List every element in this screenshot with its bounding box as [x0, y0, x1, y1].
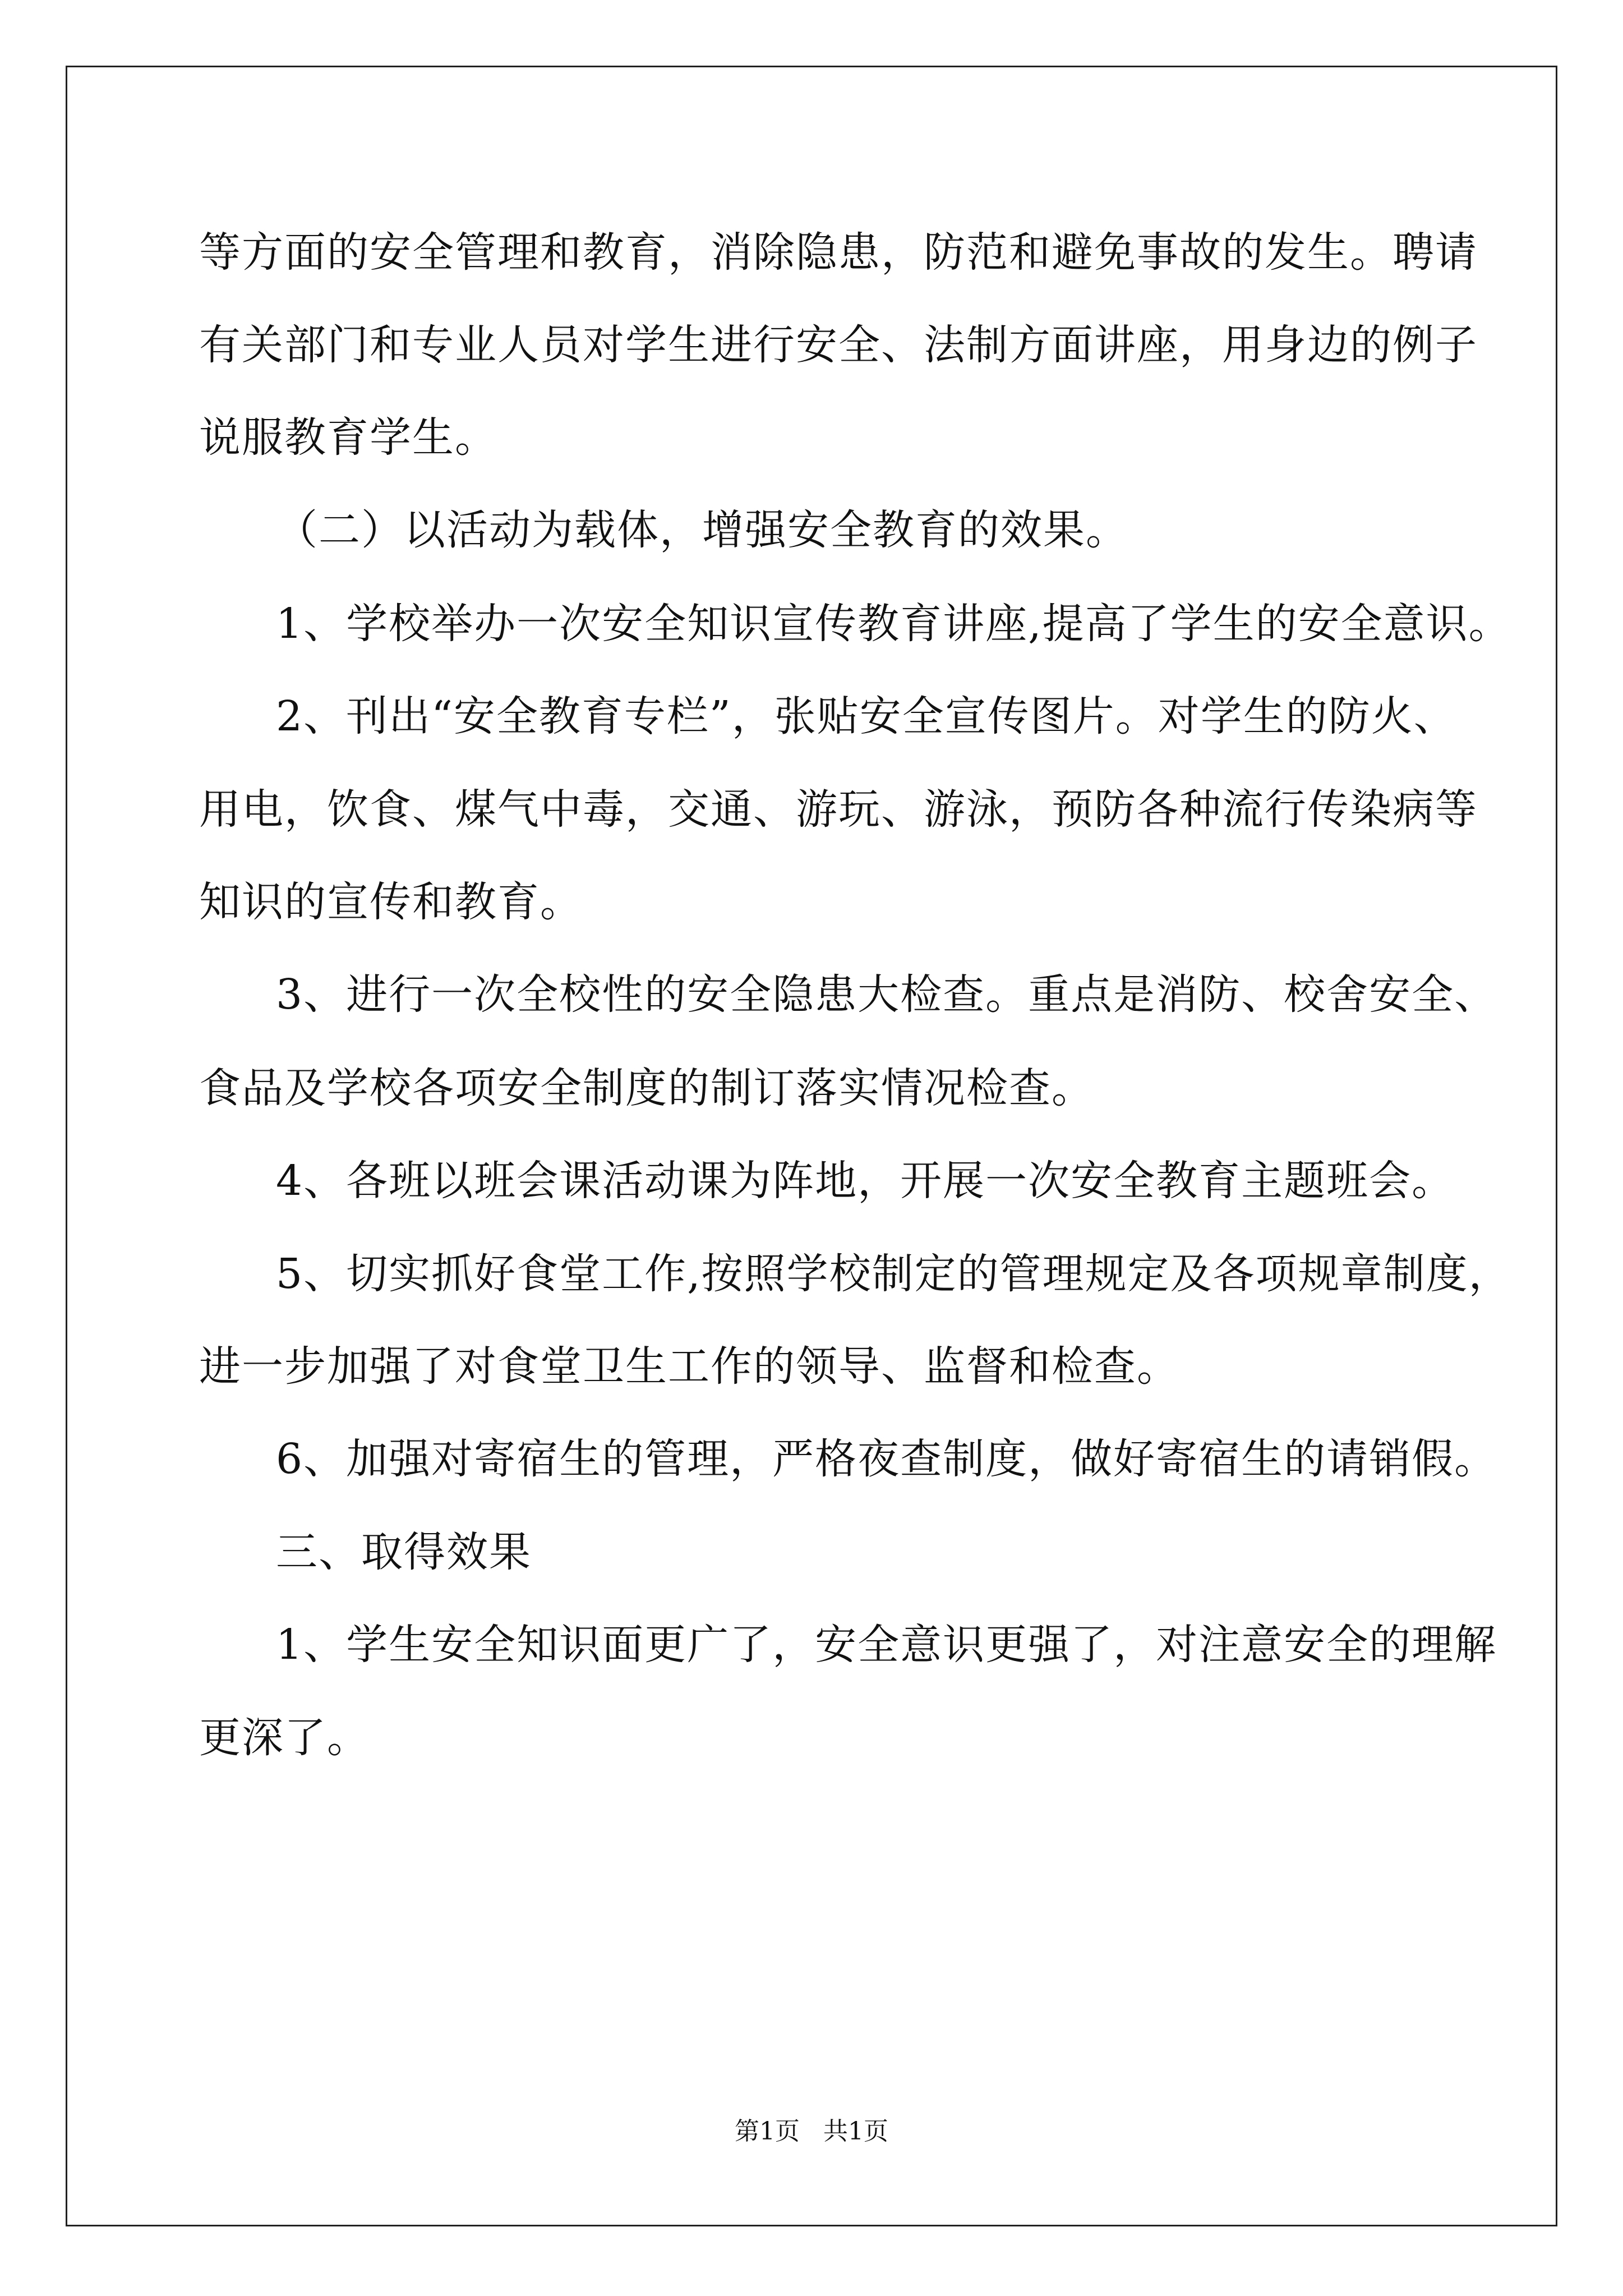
text-line: 更深了。 [199, 1714, 370, 1762]
text-line: 知识的宣传和教育。 [199, 878, 583, 926]
text-line: 6、加强对寄宿生的管理，严格夜查制度，做好寄宿生的请销假。 [276, 1435, 1497, 1483]
text-line: 用电，饮食、煤气中毒，交通、游玩、游泳，预防各种流行传染病等 [199, 785, 1478, 834]
text-line: 1、学校举办一次安全知识宣传教育讲座,提高了学生的安全意识。 [276, 600, 1511, 648]
text-line: 说服教育学生。 [199, 413, 497, 462]
text-line: 4、各班以班会课活动课为阵地，开展一次安全教育主题班会。 [276, 1157, 1455, 1205]
text-line: 食品及学校各项安全制度的制订落实情况检查。 [199, 1064, 1094, 1112]
text-line: 进一步加强了对食堂卫生工作的领导、监督和检查。 [199, 1342, 1179, 1391]
page-border [66, 66, 1557, 2226]
text-line: 5、切实抓好食堂工作,按照学校制定的管理规定及各项规章制度， [276, 1250, 1511, 1298]
text-line: 2、刊出“安全教育专栏”，张贴安全宣传图片。对学生的防火、 [276, 692, 1456, 740]
text-line: 3、进行一次全校性的安全隐患大检查。重点是消防、校舍安全、 [276, 970, 1497, 1019]
text-line: 有关部门和专业人员对学生进行安全、法制方面讲座，用身边的例子 [199, 321, 1478, 369]
section-heading: 三、取得效果 [276, 1528, 532, 1576]
page-number: 第1页 共1页 [735, 2117, 888, 2146]
text-line: 等方面的安全管理和教育，消除隐患，防范和避免事故的发生。聘请 [199, 228, 1478, 277]
text-line: 1、学生安全知识面更广了，安全意识更强了，对注意安全的理解 [276, 1621, 1497, 1669]
section-heading: （二）以活动为载体，增强安全教育的效果。 [276, 506, 1128, 554]
